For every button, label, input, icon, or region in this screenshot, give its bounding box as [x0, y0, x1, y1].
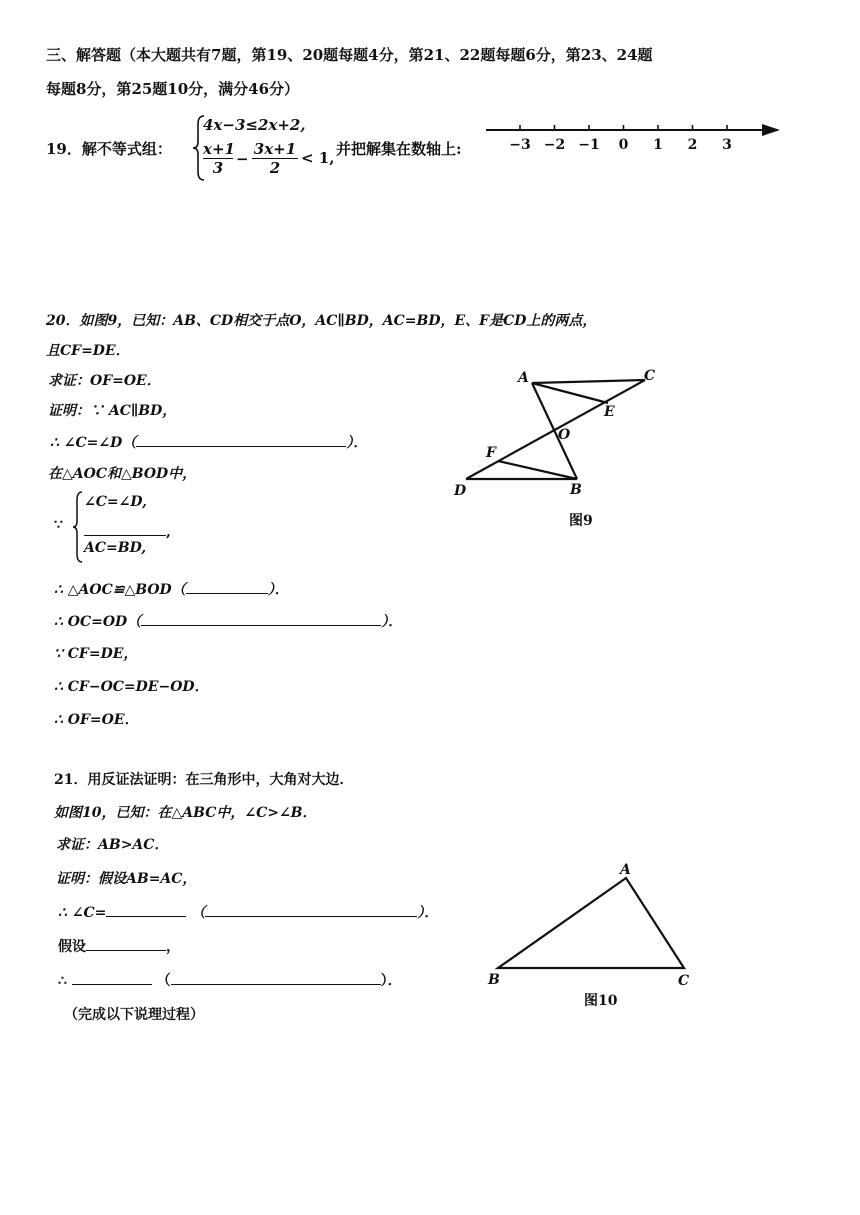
q20-because: ∵ — [54, 517, 63, 533]
q20-brace-blank[interactable] — [84, 521, 166, 536]
q19-lt-one: < 1, — [301, 149, 335, 167]
label-d: D — [454, 483, 467, 499]
segment-cd — [466, 380, 645, 479]
q20-brace-line3: AC=BD, — [84, 540, 147, 556]
number-line-label: −3 — [509, 137, 531, 153]
q21-proof-start: 证明：假设AB=AC， — [56, 871, 197, 887]
q21-step1-pre: ∴ ∠C= — [58, 905, 107, 921]
q20-brace-comma: , — [166, 524, 171, 540]
figure-10 — [480, 856, 700, 996]
q21-line1: 21．用反证法证明：在三角形中，大角对大边． — [54, 772, 354, 788]
q21-step1 — [58, 902, 438, 922]
q21-step2-mid: （ — [156, 973, 171, 989]
section-heading-line1: 三、解答题（本大题共有7题，第19、20题每题4分，第21、22题每题6分，第23、24题 — [46, 46, 653, 64]
q21-prove: 求证：AB>AC． — [56, 837, 169, 853]
number-line-label: 3 — [722, 137, 732, 153]
q21-step1-blank1[interactable] — [106, 902, 186, 917]
q20-proof-start: 证明：∵ AC∥BD， — [48, 403, 177, 419]
segment-ae — [532, 383, 608, 403]
number-line-label: 2 — [687, 137, 698, 153]
q21-note: （完成以下说理过程） — [64, 1007, 204, 1023]
q19-frac2-numerator: 3x+1 — [253, 140, 297, 158]
number-line-label: −1 — [578, 137, 600, 153]
label-a: A — [620, 862, 631, 878]
q19-frac2-denominator: 2 — [269, 159, 281, 177]
q21-step2-blank2[interactable] — [171, 970, 381, 985]
q21-assume — [58, 936, 180, 956]
q20-step5: ∴ CF−OC=DE−OD． — [54, 679, 209, 695]
label-a: A — [518, 370, 529, 386]
label-c: C — [644, 368, 656, 384]
q20-prove: 求证：OF=OE． — [48, 373, 161, 389]
q20-brace — [72, 490, 84, 564]
q20-step4: ∵ CF=DE， — [54, 646, 138, 662]
q20-step3-blank[interactable] — [141, 611, 381, 626]
q20-in-triangles: 在△AOC和△BOD中， — [48, 466, 197, 482]
label-b: B — [570, 482, 582, 498]
q20-step1-post: ）． — [346, 435, 368, 451]
q21-step1-mid: （ — [191, 905, 206, 921]
q21-assume-post: ， — [166, 939, 180, 955]
q20-step3-pre: ∴ OC=OD（ — [54, 614, 142, 630]
label-f: F — [486, 445, 496, 461]
q21-assume-blank[interactable] — [86, 936, 166, 951]
number-line-label: −2 — [543, 137, 566, 153]
q20-step6: ∴ OF=OE． — [54, 712, 139, 728]
q21-assume-pre: 假设 — [58, 939, 86, 955]
label-b: B — [488, 972, 500, 988]
number-line-label: 0 — [618, 137, 629, 153]
q21-step2 — [58, 970, 402, 990]
q21-step2-post: ）． — [380, 973, 402, 989]
figure-9-caption: 图9 — [569, 513, 593, 529]
section-heading-line2: 每题8分，第25题10分，满分46分） — [46, 80, 300, 98]
q21-step2-pre: ∴ — [58, 973, 67, 989]
segment-ac — [532, 380, 645, 383]
q20-step2-blank[interactable] — [186, 579, 268, 594]
q20-line2: 且CF=DE． — [46, 343, 130, 359]
q20-step2 — [54, 579, 289, 599]
figure-9 — [448, 362, 668, 502]
q20-step2-pre: ∴ △AOC≌△BOD（ — [54, 582, 186, 598]
q20-step2-post: ）． — [267, 582, 289, 598]
q19-frac1-numerator: x+1 — [203, 140, 235, 158]
number-line-label: 1 — [653, 137, 663, 153]
q19-frac1-denominator: 3 — [212, 159, 224, 177]
label-o: O — [558, 427, 571, 443]
q20-step1 — [50, 432, 367, 452]
q20-line1: 20．如图9，已知：AB、CD相交于点O，AC∥BD，AC=BD，E、F是CD上的两点， — [46, 313, 597, 329]
q21-step1-post: ）． — [417, 905, 439, 921]
q19-number: 19．解不等式组： — [46, 140, 172, 158]
q19-tail: 并把解集在数轴上: — [336, 140, 462, 158]
q19-minus: − — [236, 150, 249, 168]
q19-fraction-1 — [203, 140, 233, 177]
q20-step3 — [54, 611, 402, 631]
q19-fraction-2 — [252, 140, 298, 177]
q19-inequality-1: 4x−3≤2x+2, — [203, 116, 306, 134]
label-c: C — [678, 973, 690, 989]
segment-bf — [498, 461, 577, 479]
label-e: E — [604, 404, 615, 420]
figure-10-caption: 图10 — [584, 993, 618, 1009]
q20-brace-line1: ∠C=∠D, — [84, 494, 147, 510]
q20-step1-blank[interactable] — [136, 432, 346, 447]
q20-step1-pre: ∴ ∠C=∠D（ — [50, 435, 137, 451]
q21-step1-blank2[interactable] — [205, 902, 417, 917]
q20-brace-line2 — [84, 521, 171, 540]
q21-step2-blank1[interactable] — [72, 970, 152, 985]
number-line — [484, 118, 784, 158]
q21-line2: 如图10，已知：在△ABC中，∠C>∠B． — [54, 805, 317, 821]
q20-step3-post: ）． — [381, 614, 403, 630]
number-line-arrow — [762, 124, 780, 136]
triangle-abc — [498, 878, 684, 968]
